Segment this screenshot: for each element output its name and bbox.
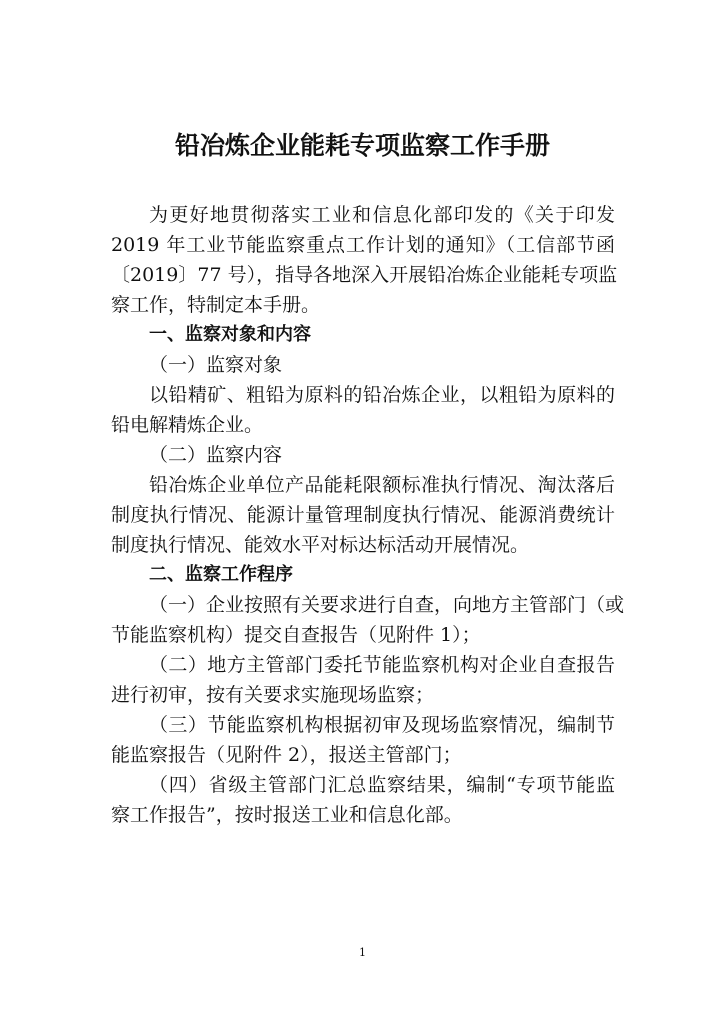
step-1-line-2: 节能监察机构）提交自查报告（见附件 1）； xyxy=(111,624,481,646)
subsection-heading-1: （一）监察对象 xyxy=(149,354,283,376)
section-heading-1: 一、监察对象和内容 xyxy=(149,324,311,345)
subsection-2-line-2: 制度执行情况、能源计量管理制度执行情况、能源消费统计 xyxy=(111,504,615,526)
intro-line-3: 〔2019〕77 号），指导各地深入开展铅冶炼企业能耗专项监 xyxy=(111,264,618,286)
step-2-line-1: （二）地方主管部门委托节能监察机构对企业自查报告 xyxy=(149,654,615,676)
step-4-line-1: （四）省级主管部门汇总监察结果，编制“专项节能监 xyxy=(149,774,615,796)
document-body xyxy=(111,200,625,830)
intro-line-4: 察工作，特制定本手册。 xyxy=(111,294,321,316)
subsection-1-line-2: 铅电解精炼企业。 xyxy=(111,414,264,436)
document-title: 铅冶炼企业能耗专项监察工作手册 xyxy=(174,131,550,160)
step-3-line-1: （三）节能监察机构根据初审及现场监察情况，编制节 xyxy=(149,714,615,736)
subsection-2-line-1: 铅冶炼企业单位产品能耗限额标准执行情况、淘汰落后 xyxy=(149,474,615,496)
section-heading-2: 二、监察工作程序 xyxy=(149,564,293,585)
intro-line-2: 2019 年工业节能监察重点工作计划的通知》（工信部节函 xyxy=(111,234,615,256)
step-3-line-2: 能监察报告（见附件 2），报送主管部门； xyxy=(111,744,462,766)
subsection-2-line-3: 制度执行情况、能效水平对标达标活动开展情况。 xyxy=(111,534,530,556)
step-1-line-1: （一）企业按照有关要求进行自查，向地方主管部门（或 xyxy=(149,594,625,616)
step-2-line-2: 进行初审，按有关要求实施现场监察； xyxy=(111,684,435,706)
subsection-1-line-1: 以铅精矿、粗铅为原料的铅冶炼企业，以粗铅为原料的 xyxy=(149,384,615,406)
subsection-heading-2: （二）监察内容 xyxy=(149,444,283,466)
intro-line-1: 为更好地贯彻落实工业和信息化部印发的《关于印发 xyxy=(149,204,615,226)
page-number: 1 xyxy=(359,946,366,959)
step-4-line-2: 察工作报告”，按时报送工业和信息化部。 xyxy=(111,804,463,826)
